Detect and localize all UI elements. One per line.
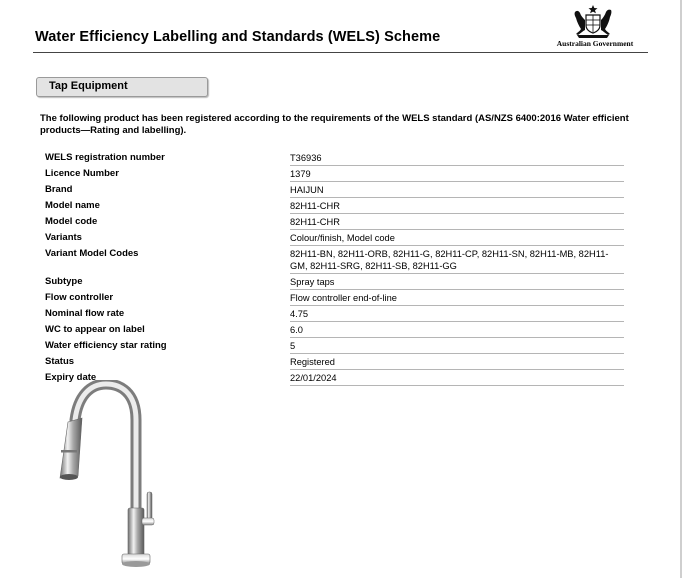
- field-value: [290, 182, 624, 198]
- header-divider: [33, 52, 648, 53]
- field-label: Brand: [45, 184, 73, 195]
- tap-product-image: [48, 380, 168, 570]
- field-row-wc-label: [45, 322, 635, 338]
- field-row-licence-number: [45, 166, 635, 182]
- field-label: Expiry date: [45, 372, 97, 383]
- registration-statement: The following product has been registered according to the requirements of the WELS standard (AS/NZS 6400:2016 Water efficient products—Rating and labelling).: [40, 113, 629, 136]
- field-row-brand: [45, 182, 635, 198]
- field-row-registration-number: [45, 150, 635, 166]
- field-value: [290, 322, 624, 338]
- field-row-variants: [45, 230, 635, 246]
- field-row-model-name: [45, 198, 635, 214]
- field-label: Model code: [45, 216, 98, 227]
- field-row-star-rating: [45, 338, 635, 354]
- field-row-variant-model-codes: [45, 246, 635, 274]
- field-value-text: 22/01/2024: [290, 373, 337, 383]
- field-label: Nominal flow rate: [45, 308, 125, 319]
- field-row-nominal-flow-rate: [45, 306, 635, 322]
- field-label: Status: [45, 356, 75, 367]
- field-row-subtype: [45, 274, 635, 290]
- field-label: Variant Model Codes: [45, 248, 139, 259]
- field-value: [290, 198, 624, 214]
- field-row-status: [45, 354, 635, 370]
- field-label: Model name: [45, 200, 100, 211]
- field-label: WELS registration number: [45, 152, 165, 163]
- field-row-flow-controller: [45, 290, 635, 306]
- field-value-text: 82H11-CHR: [290, 217, 340, 227]
- field-label: Water efficiency star rating: [45, 340, 167, 351]
- field-value-text: Flow controller end-of-line: [290, 293, 397, 303]
- field-value: [290, 338, 624, 354]
- field-label: Variants: [45, 232, 82, 243]
- field-value: [290, 274, 624, 290]
- australian-government-logo: [553, 4, 637, 50]
- field-value-text: Colour/finish, Model code: [290, 233, 395, 243]
- field-value-text: 6.0: [290, 325, 303, 335]
- field-value-text: Spray taps: [290, 277, 335, 287]
- field-value-text: Registered: [290, 357, 335, 367]
- field-value: [290, 290, 624, 306]
- field-label: WC to appear on label: [45, 324, 145, 335]
- field-value-text: 82H11-CHR: [290, 201, 340, 211]
- field-row-model-code: [45, 214, 635, 230]
- field-value: [290, 354, 624, 370]
- field-value-text: HAIJUN: [290, 185, 324, 195]
- coat-of-arms-icon: [571, 4, 615, 38]
- page-title: Water Efficiency Labelling and Standards (WELS) Scheme: [35, 29, 441, 45]
- field-value: [290, 246, 624, 274]
- field-value: [290, 370, 624, 386]
- field-value: [290, 166, 624, 182]
- field-value-text: 4.75: [290, 309, 309, 319]
- government-name: Australian Government: [556, 39, 634, 48]
- field-value-text: 1379: [290, 169, 311, 179]
- field-value: [290, 306, 624, 322]
- field-label: Licence Number: [45, 168, 119, 179]
- product-details-table: [45, 150, 635, 386]
- section-title: Tap Equipment: [49, 80, 128, 92]
- field-value: [290, 214, 624, 230]
- field-value-text: T36936: [290, 153, 322, 163]
- field-value-text: 5: [290, 341, 296, 351]
- field-label: Subtype: [45, 276, 83, 287]
- section-heading: [36, 77, 208, 97]
- field-value-text: 82H11-BN, 82H11-ORB, 82H11-G, 82H11-CP, 82H11-SN, 82H11-MB, 82H11-GM, 82H11-SRG, 82H11-SB, 82H11-GG: [290, 249, 609, 271]
- field-value: [290, 150, 624, 166]
- field-label: Flow controller: [45, 292, 114, 303]
- field-value: [290, 230, 624, 246]
